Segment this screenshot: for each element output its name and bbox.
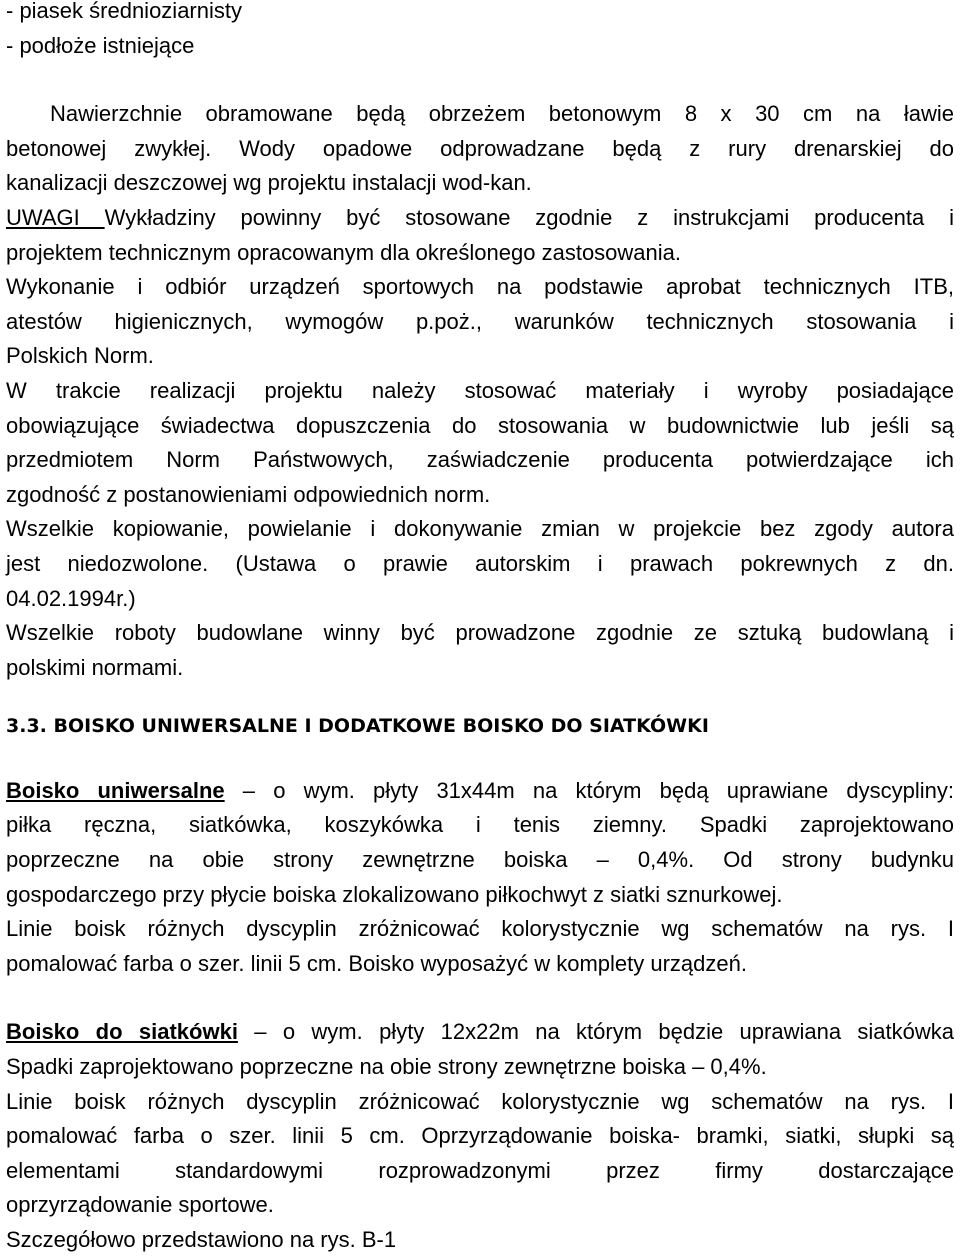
text-line: Linie boisk różnych dyscyplin zróżnicować kolorystycznie wg schematów na rys. I (6, 916, 954, 942)
text-line: 04.02.1994r.) (6, 585, 136, 611)
boisko-siatkowki-text: – o wym. płyty 12x22m na którym będzie uprawiana siatkówka (237, 1019, 954, 1045)
text-line: elementami standardowymi rozprowadzonymi przez firmy dostarczające (6, 1157, 954, 1183)
text-line: W trakcie realizacji projektu należy stosować materiały i wyroby posiadające (6, 377, 954, 403)
text-line: pomalować farba o szer. linii 5 cm. Oprzyrządowanie boiska- bramki, siatki, słupki są (6, 1123, 954, 1149)
text-line: Nawierzchnie obramowane będą obrzeżem betonowym 8 x 30 cm na ławie (50, 101, 954, 127)
spacer (6, 63, 954, 97)
text-line: Spadki zaprojektowano poprzeczne na obie strony zewnętrzne boiska – 0,4%. (6, 1054, 767, 1080)
boisko-uniwersalne-text: – o wym. płyty 31x44m na którym będą uprawiane dyscypliny: (224, 777, 954, 803)
text-line: piłka ręczna, siatkówka, koszykówka i tenis ziemny. Spadki zaprojektowano (6, 812, 954, 838)
spacer (6, 744, 954, 774)
text-line: Polskich Norm. (6, 343, 154, 369)
text-line: obowiązujące świadectwa dopuszczenia do stosowania w budownictwie lub jeśli są (6, 412, 954, 438)
text-line: zgodność z postanowieniami odpowiednich norm. (6, 481, 491, 507)
text-line: oprzyrządowanie sportowe. (6, 1192, 274, 1218)
text-line: jest niedozwolone. (Ustawa o prawie autorskim i prawach pokrewnych z dn. (6, 550, 954, 576)
text-line (6, 201, 954, 236)
text-line: przedmiotem Norm Państwowych, zaświadczenie producenta potwierdzające ich (6, 447, 954, 473)
text-line: - podłoże istniejące (6, 32, 195, 58)
text-line: poprzeczne na obie strony zewnętrzne boiska – 0,4%. Od strony budynku (6, 847, 954, 873)
text-line: Wszelkie roboty budowlane winny być prowadzone zgodnie ze sztuką budowlaną i (6, 620, 954, 646)
uwagi-label: UWAGI (6, 204, 105, 230)
text-line: betonowej zwykłej. Wody opadowe odprowadzane będą z rury drenarskiej do (6, 135, 954, 161)
text-line: projektem technicznym opracowanym dla określonego zastosowania. (6, 239, 682, 265)
text-line: kanalizacji deszczowej wg projektu instalacji wod-kan. (6, 170, 532, 196)
spacer (6, 685, 954, 709)
boisko-uniwersalne-label: Boisko uniwersalne (6, 777, 225, 803)
text-line: Wszelkie kopiowanie, powielanie i dokonywanie zmian w projekcie bez zgody autora (6, 516, 954, 542)
text-line (6, 774, 954, 809)
boisko-siatkowki-label: Boisko do siatkówki (6, 1019, 238, 1045)
text-line: atestów higienicznych, wymogów p.poż., warunków technicznych stosowania i (6, 308, 954, 334)
text-line: Wykonanie i odbiór urządzeń sportowych na podstawie aprobat technicznych ITB, (6, 274, 954, 300)
text-line: gospodarczego przy płycie boiska zlokalizowano piłkochwyt z siatki sznurkowej. (6, 881, 783, 907)
spacer (6, 981, 954, 1015)
text-line: polskimi normami. (6, 654, 184, 680)
text-line (6, 1015, 954, 1050)
section-heading: 3.3. BOISKO UNIWERSALNE I DODATKOWE BOISKO DO SIATKÓWKI (6, 715, 709, 738)
uwagi-text: Wykładziny powinny być stosowane zgodnie z instrukcjami producenta i (104, 204, 954, 230)
text-line: pomalować farba o szer. linii 5 cm. Boisko wyposażyć w komplety urządzeń. (6, 950, 747, 976)
text-line: Linie boisk różnych dyscyplin zróżnicować kolorystycznie wg schematów na rys. I (6, 1088, 954, 1114)
text-line: Szczegółowo przedstawiono na rys. B-1 (6, 1227, 397, 1252)
text-line: - piasek średnioziarnisty (6, 0, 242, 23)
